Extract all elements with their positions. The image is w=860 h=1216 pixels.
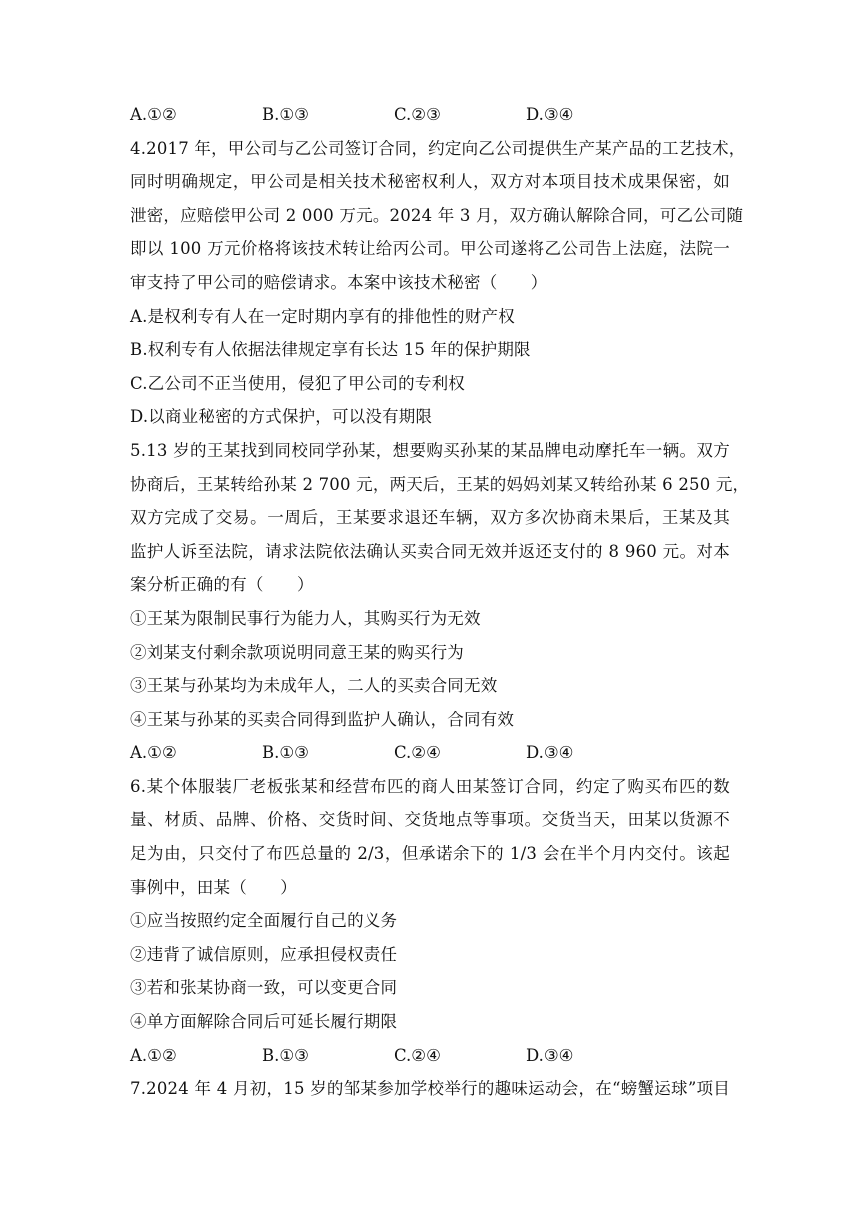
q6-stem-line: 足为由，只交付了布匹总量的 2/3，但承诺余下的 1/3 会在半个月内交付。该起 (130, 844, 730, 864)
q3-option-b: B.①③ (262, 105, 309, 124)
q3-option-c: C.②③ (394, 105, 441, 124)
q6-stem-line: 6.某个体服装厂老板张某和经营布匹的商人田某签订合同，约定了购买布匹的数 (130, 776, 730, 796)
q4-choice-c: C.乙公司不正当使用，侵犯了甲公司的专利权 (130, 373, 465, 393)
q4-choice-d: D.以商业秘密的方式保护，可以没有期限 (130, 407, 433, 427)
q5-statement-3: ③王某与孙某均为未成年人，二人的买卖合同无效 (130, 676, 498, 696)
q6-statement-2: ②违背了诚信原则，应承担侵权责任 (130, 944, 398, 964)
q4-choice-a: A.是权利专有人在一定时期内享有的排他性的财产权 (130, 306, 515, 326)
q5-option-b: B.①③ (262, 743, 309, 763)
q3-options (130, 98, 730, 132)
q6-option-a: A.①② (130, 1045, 177, 1065)
q6-stem-line: 事例中，田某（ ） (130, 877, 297, 897)
q4-stem-line: 即以 100 万元价格将该技术转让给丙公司。甲公司遂将乙公司告上法庭，法院一 (130, 239, 730, 259)
q6-statement-1: ①应当按照约定全面履行自己的义务 (130, 911, 398, 931)
q6-statement-3: ③若和张某协商一致，可以变更合同 (130, 978, 398, 998)
q7-stem-line: 7.2024 年 4 月初，15 岁的邹某参加学校举行的趣味运动会，在“螃蟹运球”项目 (130, 1079, 730, 1099)
q4-stem-line: 泄密，应赔偿甲公司 2 000 万元。2024 年 3 月，双方确认解除合同，可乙公司随 (130, 205, 744, 225)
q6-option-d: D.③④ (526, 1045, 574, 1065)
question-5 (130, 434, 750, 770)
q4-choice-b: B.权利专有人依据法律规定享有长达 15 年的保护期限 (130, 340, 531, 360)
question-7 (130, 1072, 730, 1106)
q5-statement-2: ②刘某支付剩余款项说明同意王某的购买行为 (130, 642, 464, 662)
question-6 (130, 770, 730, 1072)
q5-stem-line: 双方完成了交易。一周后，王某要求退还车辆，双方多次协商未果后，王某及其 (130, 508, 730, 528)
q5-stem-line: 5.13 岁的王某找到同校同学孙某，想要购买孙某的某品牌电动摩托车一辆。双方 (130, 440, 730, 460)
q5-options (130, 736, 730, 770)
q3-option-a: A.①② (130, 105, 177, 124)
question-4 (130, 132, 746, 434)
q5-stem-line: 协商后，王某转给孙某 2 700 元，两天后，王某的妈妈刘某又转给孙某 6 250 元， (130, 474, 750, 494)
q5-option-a: A.①② (130, 743, 177, 763)
q6-options (130, 1039, 730, 1073)
q4-stem-line: 同时明确规定，甲公司是相关技术秘密权利人，双方对本项目技术成果保密，如 (130, 172, 730, 192)
q6-option-b: B.①③ (262, 1045, 309, 1065)
q5-option-d: D.③④ (526, 743, 574, 763)
q4-stem-line: 4.2017 年，甲公司与乙公司签订合同，约定向乙公司提供生产某产品的工艺技术， (130, 138, 746, 158)
q5-option-c: C.②④ (394, 743, 441, 763)
q4-stem-line: 审支持了甲公司的赔偿请求。本案中该技术秘密（ ） (130, 272, 548, 292)
q6-statement-4: ④单方面解除合同后可延长履行期限 (130, 1012, 398, 1032)
q6-option-c: C.②④ (394, 1045, 441, 1065)
q5-stem-line: 案分析正确的有（ ） (130, 575, 314, 595)
q6-stem-line: 量、材质、品牌、价格、交货时间、交货地点等事项。交货当天，田某以货源不 (130, 810, 730, 830)
q5-statement-4: ④王某与孙某的买卖合同得到监护人确认，合同有效 (130, 709, 515, 729)
q3-option-d: D.③④ (526, 105, 574, 124)
q5-stem-line: 监护人诉至法院，请求法院依法确认买卖合同无效并返还支付的 8 960 元。对本 (130, 541, 730, 561)
document-page (130, 98, 750, 1106)
q5-statement-1: ①王某为限制民事行为能力人，其购买行为无效 (130, 608, 481, 628)
